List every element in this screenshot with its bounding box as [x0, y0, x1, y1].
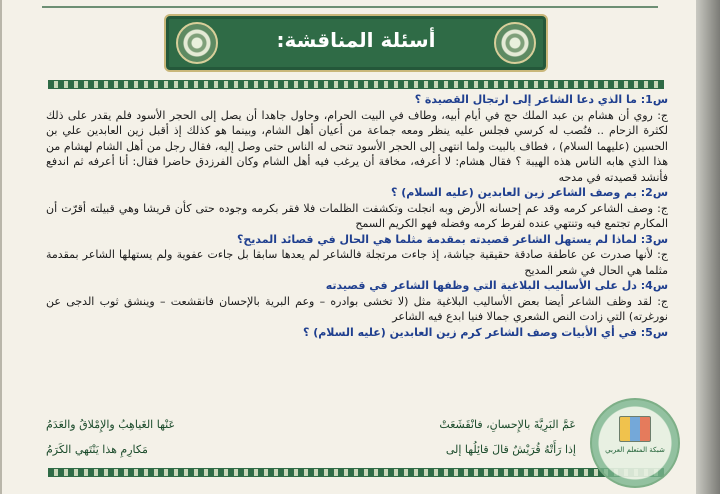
- question-5: س5: في أي الأبيات وصف الشاعر كرم زين العابدين (عليه السلام) ؟: [303, 325, 668, 339]
- answer-4: ج: لقد وظف الشاعر أيضا بعض الأساليب البلاغية مثل (لا تخشى بوادره – وعم البرية بالإحسان فانقشعت – وينشق ثوب الدجى عن نورغرته) التي زادت النص الشعري جمالا فنيا ابدع فيه الشاعر: [46, 294, 668, 323]
- discussion-questions: [46, 92, 668, 340]
- decorative-border-top: [48, 80, 664, 89]
- section-banner: [164, 14, 548, 72]
- answer-1: ج: روي أن هشام بن عبد الملك حج في أيام أبيه، وطاف في البيت الحرام، وحاول جاهدا أن يصل إلى الحجر الأسود فلم يقدر على ذلك لكثرة الزحام .. فنُصب له كرسي فجلس عليه ينظر ومعه جماعة من أعيان أهل الشام، وبينما هو كذلك إذ أقبل زين العابدين علي بن الحسين (عليهما السلام) ، فطاف بالبيت ولما انتهى إلى الحجر الأسود تنحى له الناس حتى وصل إليه، فقال رجل من أهل الشام لهشام من هذا الذي هابه الناس هذه الهيبة ؟ فقال هشام: لا أعرفه، مخافة أن يرغب فيه أهل الشام وكان الفرزدق حاضرا فقال: أنا أعرفه ثم اندفع فأنشد قصيدته في مدحه: [46, 108, 668, 184]
- poem-verses: [46, 418, 576, 468]
- rosette-icon: [494, 22, 536, 64]
- logo-text: شبكة المتعلم العربي: [605, 446, 665, 454]
- verse-hemistich-left: عَنْها الغَياهِبُ والإِمْلاقُ والعَدَمُ: [46, 418, 176, 431]
- book-icon: [619, 416, 651, 442]
- page-edge: [696, 0, 720, 494]
- question-1: س1: ما الذي دعا الشاعر إلى ارتجال القصيدة ؟: [414, 93, 668, 106]
- verse-hemistich-right: إذا رَأَتْهُ قُرَيْشٌ قالَ قائِلُها إلى: [445, 443, 576, 456]
- answer-2: ج: وصف الشاعر كرمه وقد عم إحسانه الأرض وبه انجلت وتكشفت الظلمات فلا فقر بكرمه وجوده حتى كأن قريشا وهي قبيلته أقرّت أن المكارم تجتمع فيه وتنتهي عنده لفرط كرمه وفضله فهو الكريم السمح: [46, 201, 668, 230]
- verse-line: [46, 443, 576, 456]
- answer-3: ج: لأنها صدرت عن عاطفة صادقة حقيقية جياشة، إذ جاءت مرتجلة فالشاعر لم يعدها سابقا بل جاءت عفوية ولم يستهلها الشاعر بمقدمة مثلما هي الحال في شعر المديح: [46, 248, 668, 277]
- question-3: س3: لماذا لم يستهل الشاعر قصيدته بمقدمة مثلما هي الحال في قصائد المديح؟: [236, 232, 668, 246]
- decorative-border-bottom: [48, 468, 664, 477]
- verse-line: [46, 418, 576, 431]
- top-border: [42, 0, 658, 8]
- question-2: س2: بم وصف الشاعر زين العابدين (عليه السلام) ؟: [390, 186, 668, 199]
- watermark-logo: [590, 398, 680, 488]
- verse-hemistich-left: مَكارِمِ هذا يَنْتَهي الكَرَمُ: [46, 443, 148, 456]
- section-title: أسئلة المناقشة:: [276, 28, 436, 52]
- question-4: س4: دل على الأساليب البلاغية التي وظفها الشاعر في قصيدته: [325, 279, 668, 292]
- verse-hemistich-right: عَمَّ البَرِيَّةَ بالإِحسانِ، فانْقَشَعَتْ: [439, 418, 576, 431]
- rosette-icon: [176, 22, 218, 64]
